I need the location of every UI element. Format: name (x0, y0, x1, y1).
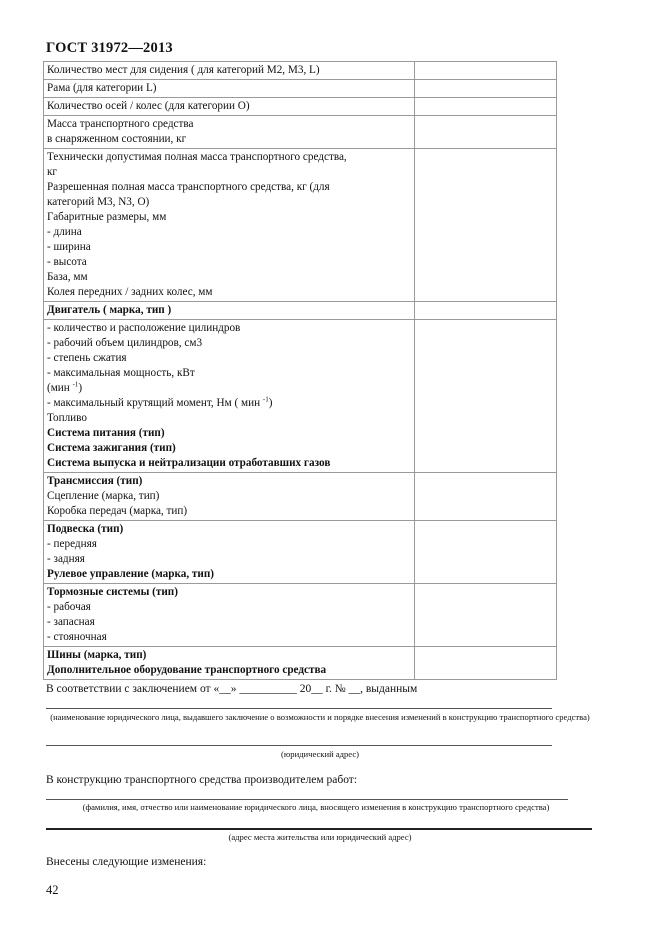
row-value-cell[interactable] (415, 521, 557, 584)
row-label-line: - максимальный крутящий момент, Нм ( мин $^{-1}$) (47, 395, 273, 409)
performer-caption: (фамилия, имя, отчество или наименование юридического лица, вносящего изменения в конструкцию транспортного средства) (82, 802, 550, 812)
row-value-cell[interactable] (415, 584, 557, 647)
legal-address-blank-line (46, 745, 552, 746)
table-row (44, 473, 557, 521)
row-value-cell[interactable] (415, 80, 557, 98)
row-label-line: - длина (47, 226, 82, 238)
row-label-line: - рабочий объем цилиндров, см3 (47, 337, 203, 349)
row-label-line: в снаряженном состоянии, кг (47, 133, 187, 145)
row-label-line: - ширина (47, 241, 91, 253)
row-label-cell (44, 116, 415, 149)
row-label-line: - задняя (47, 553, 85, 565)
row-label-line: Дополнительное оборудование транспортного средства (47, 664, 327, 676)
changes-line: Внесены следующие изменения: (46, 856, 207, 868)
row-label-line: Тормозные системы (тип) (47, 586, 178, 598)
row-label-cell (44, 647, 415, 680)
row-label-line: Количество мест для сидения ( для категорий М2, М3, L) (47, 64, 320, 76)
row-label-line: База, мм (47, 271, 88, 283)
row-label-line: Подвеска (тип) (47, 523, 124, 535)
table-row (44, 302, 557, 320)
row-value-cell[interactable] (415, 302, 557, 320)
row-label-line: Двигатель ( марка, тип ) (47, 304, 172, 316)
row-label-line: Коробка передач (марка, тип) (47, 505, 188, 517)
conclusion-line: В соответствии с заключением от «__» __________ 20__ г. № __, выданным (46, 683, 418, 695)
row-value-cell[interactable] (415, 116, 557, 149)
row-label-line: Технически допустимая полная масса транспортного средства, (47, 151, 347, 163)
row-label-line: Рулевое управление (марка, тип) (47, 568, 215, 580)
row-value-cell[interactable] (415, 473, 557, 521)
row-value-cell[interactable] (415, 62, 557, 80)
row-label-cell (44, 302, 415, 320)
row-label-cell (44, 521, 415, 584)
row-label-cell (44, 80, 415, 98)
row-label-cell (44, 584, 415, 647)
row-label-line: - количество и расположение цилиндров (47, 322, 241, 334)
row-label-line: Трансмиссия (тип) (47, 475, 143, 487)
row-value-cell[interactable] (415, 647, 557, 680)
row-label-line: - рабочая (47, 601, 91, 613)
table-row (44, 320, 557, 473)
row-label-line: Количество осей / колес (для категории О) (47, 100, 250, 112)
performer-blank-line (46, 799, 568, 800)
row-label-cell (44, 320, 415, 473)
legal-entity-blank-line (46, 708, 552, 709)
row-label-cell (44, 473, 415, 521)
row-label-line: - запасная (47, 616, 95, 628)
row-label-line: Система питания (тип) (47, 427, 165, 439)
construction-line: В конструкцию транспортного средства производителем работ: (46, 774, 358, 786)
table-row (44, 80, 557, 98)
row-label-line: - степень сжатия (47, 352, 127, 364)
document-header: ГОСТ 31972—2013 (46, 40, 173, 56)
table-row (44, 149, 557, 302)
table-row (44, 584, 557, 647)
row-label-line: Сцепление (марка, тип) (47, 490, 160, 502)
row-label-line: Разрешенная полная масса транспортного средства, кг (для (47, 181, 330, 193)
row-label-cell (44, 149, 415, 302)
row-label-line: Система выпуска и нейтрализации отработавших газов (47, 457, 331, 469)
row-label-line: Топливо (47, 412, 87, 424)
row-label-line: категорий М3, N3, О) (47, 196, 150, 208)
table-row (44, 98, 557, 116)
row-label-line: - максимальная мощность, кВт (47, 367, 195, 379)
table-row (44, 116, 557, 149)
address-blank-line (46, 828, 592, 830)
row-value-cell[interactable] (415, 98, 557, 116)
table-row (44, 62, 557, 80)
row-label-line: Рама (для категории L) (47, 82, 157, 94)
row-label-cell (44, 98, 415, 116)
legal-entity-caption: (наименование юридического лица, выдавшего заключение о возможности и порядке внесения изменений в конструкцию транспортного средства) (50, 712, 590, 722)
address-caption: (адрес места жительства или юридический адрес) (228, 832, 412, 842)
row-label-line: - высота (47, 256, 87, 268)
row-label-line: Габаритные размеры, мм (47, 211, 167, 223)
row-label-line: Шины (марка, тип) (47, 649, 147, 661)
row-value-cell[interactable] (415, 320, 557, 473)
vehicle-characteristics-table (43, 61, 557, 680)
legal-address-caption: (юридический адрес) (280, 749, 360, 759)
row-label-line: Масса транспортного средства (47, 118, 194, 130)
row-label-line: Система зажигания (тип) (47, 442, 176, 454)
table-row (44, 647, 557, 680)
row-label-line: Колея передних / задних колес, мм (47, 286, 213, 298)
row-label-cell (44, 62, 415, 80)
row-value-cell[interactable] (415, 149, 557, 302)
page-number: 42 (46, 883, 59, 897)
row-label-line: кг (47, 166, 58, 178)
table-row (44, 521, 557, 584)
row-label-line: - передняя (47, 538, 97, 550)
row-label-line: (мин $^{-1}$) (47, 380, 83, 394)
row-label-line: - стояночная (47, 631, 107, 643)
